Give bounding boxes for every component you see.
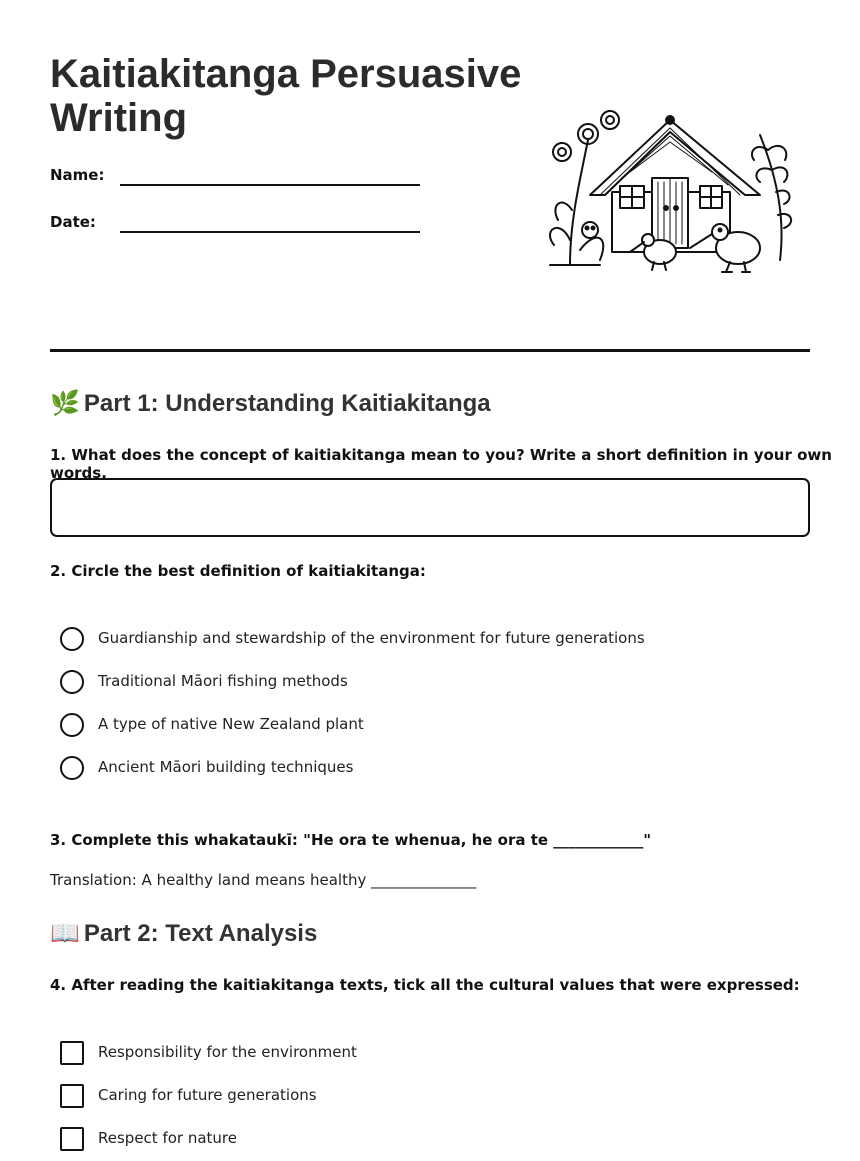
radio-circle[interactable] [60, 756, 84, 780]
radio-circle[interactable] [60, 670, 84, 694]
book-icon: 📖 [50, 920, 80, 947]
question-1: 1. What does the concept of kaitiakitanga mean to you? Write a short definition in your own words. [50, 446, 832, 482]
checkbox[interactable] [60, 1127, 84, 1151]
question-2: 2. Circle the best definition of kaitiakitanga: [50, 562, 426, 580]
checkbox[interactable] [60, 1041, 84, 1065]
part1-heading [50, 389, 491, 418]
option-label: Traditional Māori fishing methods [98, 672, 348, 690]
page-title: Kaitiakitanga Persuasive Writing [50, 52, 522, 140]
radio-circle[interactable] [60, 713, 84, 737]
date-input-line[interactable] [120, 231, 420, 233]
checkbox[interactable] [60, 1084, 84, 1108]
option-label: Responsibility for the environment [98, 1043, 357, 1061]
option-label: Ancient Māori building techniques [98, 758, 354, 776]
section-divider [50, 349, 810, 352]
option-label: A type of native New Zealand plant [98, 715, 364, 733]
name-input-line[interactable] [120, 184, 420, 186]
date-label: Date: [50, 213, 96, 231]
part2-heading [50, 919, 317, 948]
radio-circle[interactable] [60, 627, 84, 651]
leaf-icon: 🌿 [50, 390, 80, 417]
translation-text: Translation: A healthy land means healthy ______________ [50, 871, 477, 889]
wharenui-kiwi-illustration [540, 100, 800, 280]
option-label: Guardianship and stewardship of the environment for future generations [98, 629, 645, 647]
q1-answer-box[interactable] [50, 478, 810, 537]
part1-heading-text: Part 1: Understanding Kaitiakitanga [83, 390, 491, 417]
part2-heading-text: Part 2: Text Analysis [83, 920, 318, 947]
option-label: Caring for future generations [98, 1086, 317, 1104]
question-4: 4. After reading the kaitiakitanga texts, tick all the cultural values that were expressed: [50, 976, 800, 994]
option-label: Respect for nature [98, 1129, 237, 1147]
name-label: Name: [50, 166, 105, 184]
question-3: 3. Complete this whakataukī: "He ora te whenua, he ora te ____________" [50, 831, 652, 849]
